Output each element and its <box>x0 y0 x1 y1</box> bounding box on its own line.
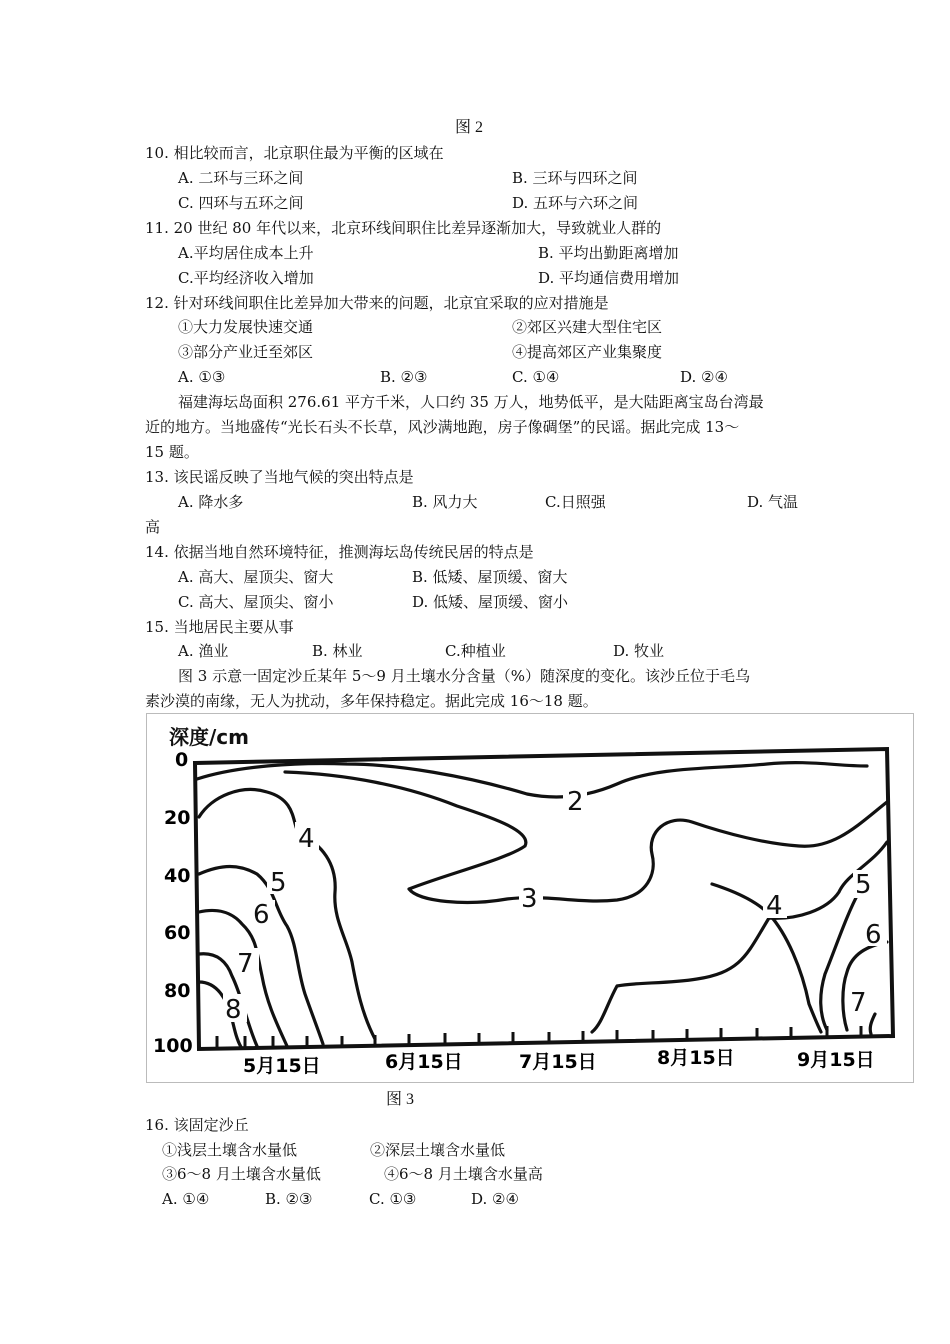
passage-dune-line-2: 素沙漠的南缘，无人为扰动，多年保持稳定。据此完成 16～18 题。 <box>145 692 598 710</box>
q10-option-a: A. 二环与三环之间 <box>178 169 304 187</box>
contour-label-7-left: 7 <box>237 949 254 979</box>
x-tick-jul-15: 7月15日 <box>519 1051 597 1073</box>
x-tick-may-15: 5月15日 <box>243 1055 321 1077</box>
q14-option-d: D. 低矮、屋顶缓、窗小 <box>412 593 569 611</box>
q11-option-c: C.平均经济收入增加 <box>178 269 314 287</box>
contour-label-7-right: 7 <box>850 988 867 1018</box>
q13-stem: 13. 该民谣反映了当地气候的突出特点是 <box>145 468 414 486</box>
q14-stem: 14. 依据当地自然环境特征，推测海坛岛传统民居的特点是 <box>145 543 534 561</box>
q12-option-d: D. ②④ <box>680 368 728 386</box>
x-tick-aug-15: 8月15日 <box>657 1047 735 1069</box>
q11-option-a: A.平均居住成本上升 <box>178 244 314 262</box>
contour-label-5-right: 5 <box>855 870 872 900</box>
q16-statement-1: ①浅层土壤含水量低 <box>162 1141 298 1159</box>
q11-option-b: B. 平均出勤距离增加 <box>538 244 679 262</box>
contour-line-8-right <box>870 1014 875 1034</box>
q16-stem: 16. 该固定沙丘 <box>145 1116 249 1134</box>
q12-option-c: C. ①④ <box>512 368 560 386</box>
q13-option-b: B. 风力大 <box>412 493 478 511</box>
q15-option-a: A. 渔业 <box>178 642 229 660</box>
contour-label-5-left: 5 <box>270 868 287 898</box>
q16-statement-3: ③6～8 月土壤含水量低 <box>162 1165 321 1183</box>
q12-statement-2: ②郊区兴建大型住宅区 <box>512 318 663 336</box>
passage-haitan-line-3: 15 题。 <box>145 443 199 461</box>
contour-label-4-right: 4 <box>766 891 783 921</box>
q16-option-c: C. ①③ <box>369 1190 417 1208</box>
q12-option-a: A. ①③ <box>178 368 226 386</box>
q16-statement-2: ②深层土壤含水量低 <box>370 1141 506 1159</box>
y-tick-60: 60 <box>164 922 191 944</box>
q16-option-a: A. ①④ <box>162 1190 210 1208</box>
q15-stem: 15. 当地居民主要从事 <box>145 618 294 636</box>
y-tick-100: 100 <box>153 1035 193 1057</box>
q15-option-d: D. 牧业 <box>613 642 665 660</box>
soil-moisture-contour-chart <box>147 714 915 1084</box>
contour-label-2: 2 <box>567 787 584 817</box>
q12-statement-3: ③部分产业迁至郊区 <box>178 343 314 361</box>
figure-3-panel <box>146 713 914 1083</box>
x-tick-jun-15: 6月15日 <box>385 1051 463 1073</box>
q15-option-b: B. 林业 <box>312 642 363 660</box>
q11-stem: 11. 20 世纪 80 年代以来，北京环线间职住比差异逐渐加大，导致就业人群的 <box>145 219 662 237</box>
q16-option-b: B. ②③ <box>265 1190 313 1208</box>
contour-label-6-right: 6 <box>865 920 882 950</box>
q10-stem: 10. 相比较而言，北京职住最为平衡的区域在 <box>145 144 444 162</box>
contour-label-6-left: 6 <box>253 900 270 930</box>
q10-option-b: B. 三环与四环之间 <box>512 169 638 187</box>
contour-label-8-left: 8 <box>225 995 242 1025</box>
y-tick-0: 0 <box>175 749 189 771</box>
q10-option-c: C. 四环与五环之间 <box>178 194 304 212</box>
q12-stem: 12. 针对环线间职住比差异加大带来的问题，北京宜采取的应对措施是 <box>145 294 609 312</box>
passage-haitan-line-2: 近的地方。当地盛传“光长石头不长草，风沙满地跑，房子像碉堡”的民谣。据此完成 13～ <box>145 418 740 436</box>
q12-statement-4: ④提高郊区产业集聚度 <box>512 343 663 361</box>
q11-option-d: D. 平均通信费用增加 <box>538 269 680 287</box>
contour-label-4-left: 4 <box>298 824 315 854</box>
figure-3-caption: 图 3 <box>386 1091 415 1108</box>
figure-2-caption: 图 2 <box>455 119 484 136</box>
q16-statement-4: ④6～8 月土壤含水量高 <box>384 1165 543 1183</box>
q13-option-d-wrap: 高 <box>145 518 161 536</box>
q14-option-b: B. 低矮、屋顶缓、窗大 <box>412 568 568 586</box>
q14-option-c: C. 高大、屋顶尖、窗小 <box>178 593 334 611</box>
q10-option-d: D. 五环与六环之间 <box>512 194 639 212</box>
q13-option-a: A. 降水多 <box>178 493 244 511</box>
q13-option-c: C.日照强 <box>545 493 606 511</box>
q13-option-d: D. 气温 <box>747 493 799 511</box>
passage-haitan-line-1: 福建海坛岛面积 276.61 平方千米，人口约 35 万人，地势低平，是大陆距离宝岛台湾最 <box>178 393 764 411</box>
contour-label-3: 3 <box>521 884 538 914</box>
contour-line-2 <box>197 763 867 797</box>
q16-option-d: D. ②④ <box>471 1190 519 1208</box>
q14-option-a: A. 高大、屋顶尖、窗大 <box>178 568 334 586</box>
q12-option-b: B. ②③ <box>380 368 428 386</box>
y-tick-20: 20 <box>164 807 191 829</box>
y-axis-title: 深度/cm <box>169 725 249 749</box>
y-tick-40: 40 <box>164 865 191 887</box>
x-tick-sep-15: 9月15日 <box>797 1049 875 1071</box>
q15-option-c: C.种植业 <box>445 642 506 660</box>
q12-statement-1: ①大力发展快速交通 <box>178 318 314 336</box>
y-tick-80: 80 <box>164 980 191 1002</box>
passage-dune-line-1: 图 3 示意一固定沙丘某年 5～9 月土壤水分含量（%）随深度的变化。该沙丘位于毛乌 <box>178 667 750 685</box>
